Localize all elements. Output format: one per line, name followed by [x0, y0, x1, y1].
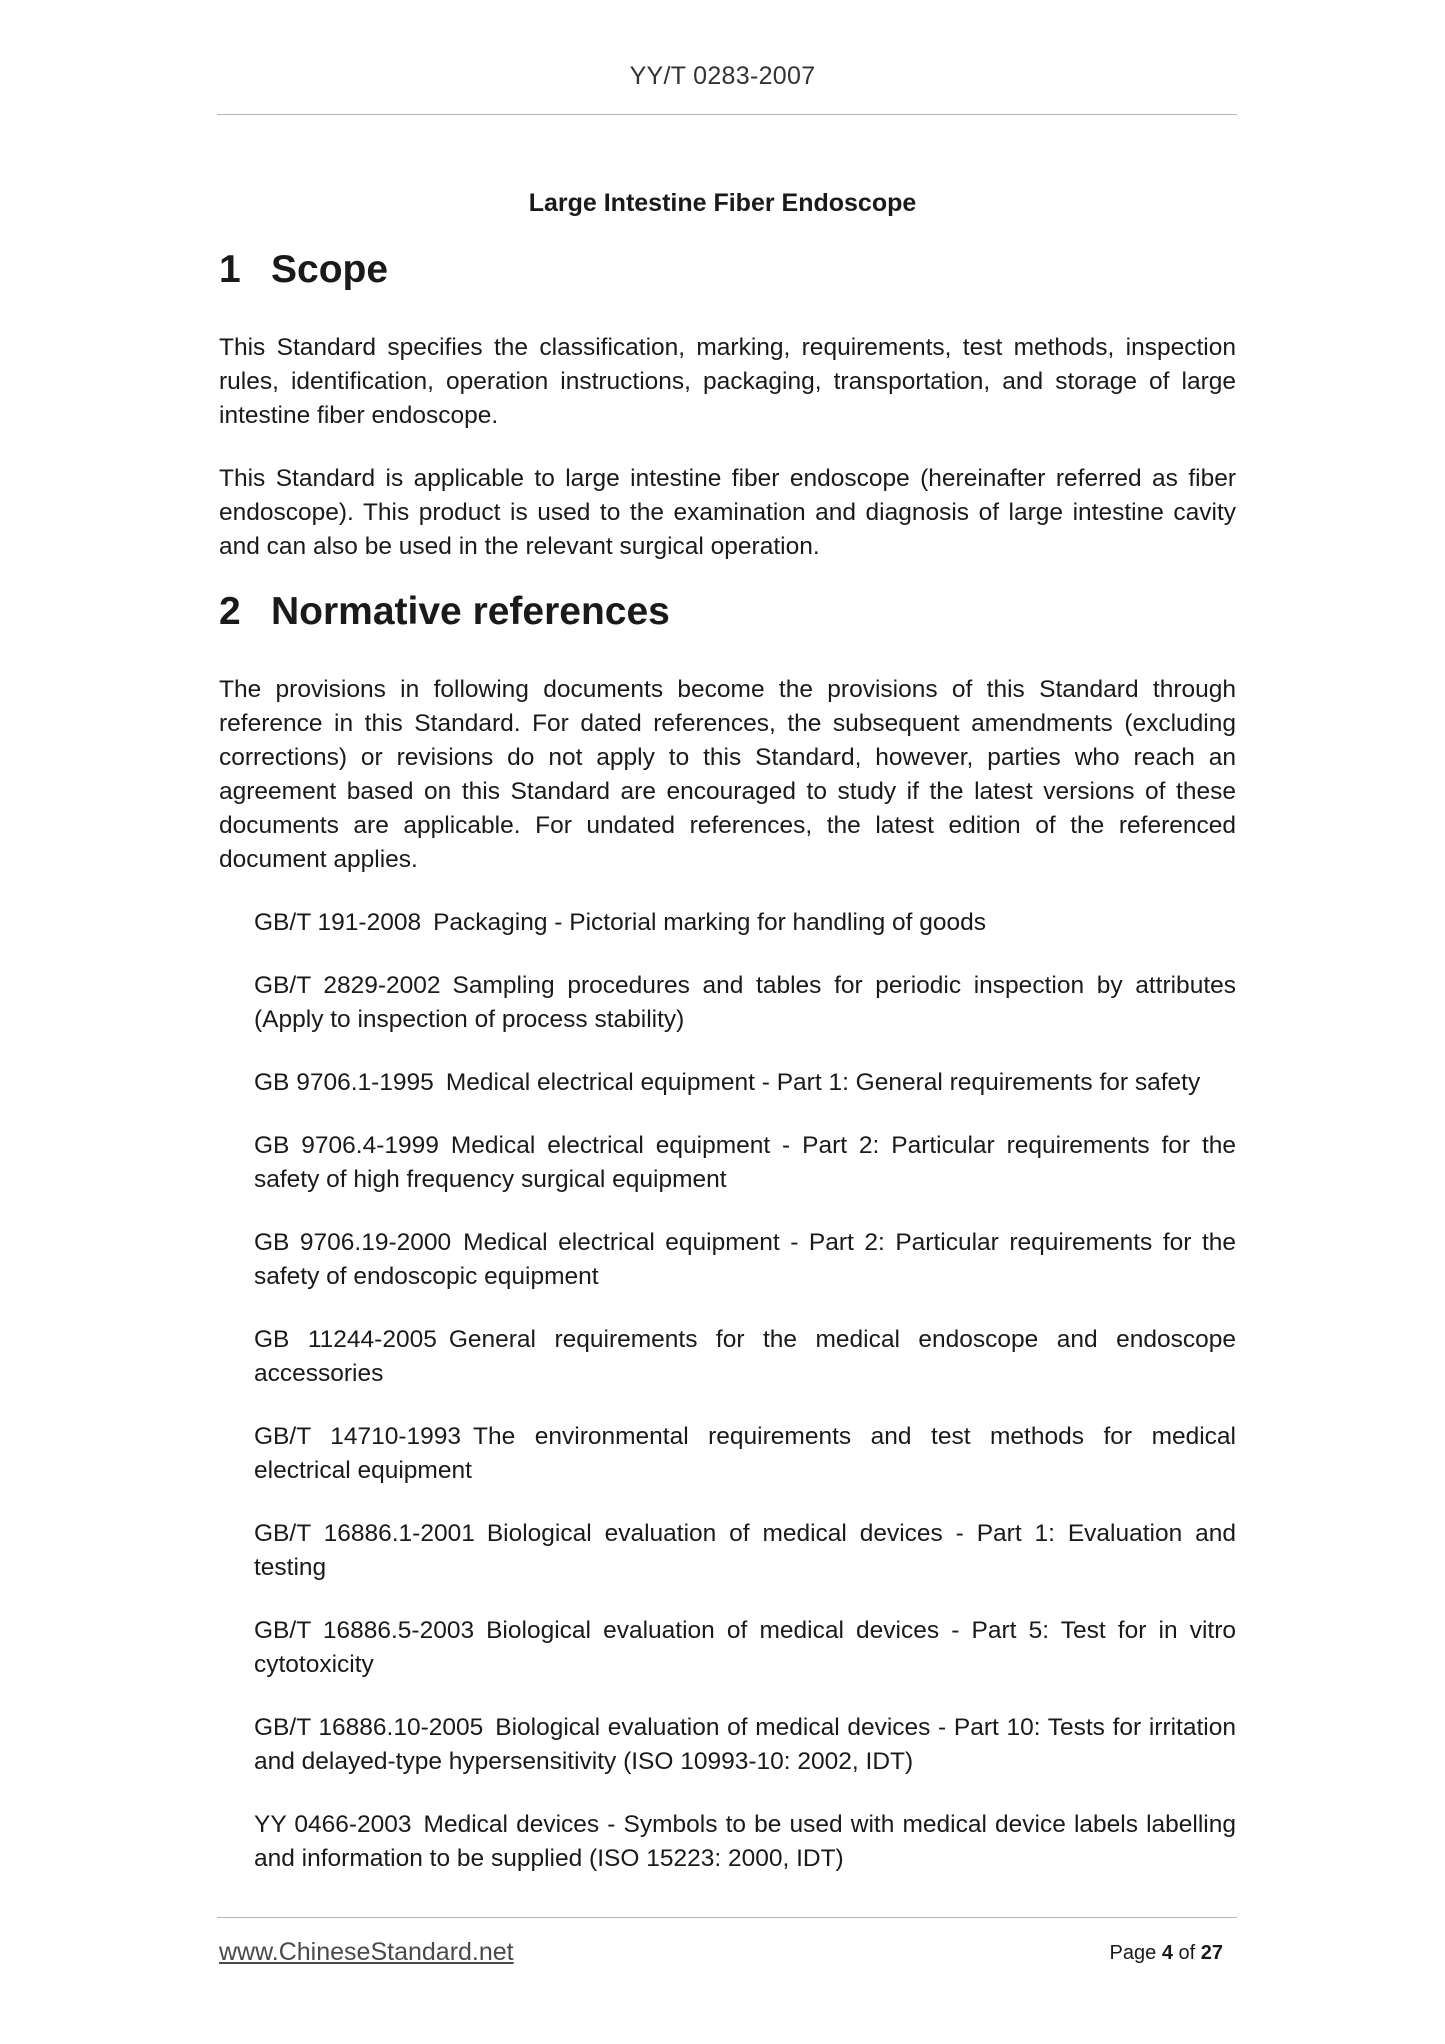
- reference-title: The environmental requirements and test methods for medical electrical equipment: [254, 1423, 1236, 1484]
- section-number: 2: [219, 590, 241, 633]
- reference-item: [254, 906, 1236, 940]
- reference-item: [254, 969, 1236, 1037]
- reference-code: YY 0466-2003: [254, 1811, 412, 1838]
- section-title: Scope: [271, 248, 389, 291]
- reference-title: Biological evaluation of medical devices - Part 5: Test for in vitro cytotoxicity: [254, 1617, 1236, 1678]
- reference-list: [254, 906, 1236, 1905]
- header-divider: [217, 114, 1237, 115]
- reference-title: Sampling procedures and tables for periodic inspection by attributes (Apply to inspection of process stability): [254, 972, 1236, 1033]
- page-label: Page: [1109, 1942, 1157, 1964]
- scope-paragraph-2: This Standard is applicable to large intestine fiber endoscope (hereinafter referred as fiber endoscope). This product is used to the examination and diagnosis of large intestine cavity and can also be used in the relevant surgical operation.: [219, 465, 1236, 560]
- reference-title: Medical electrical equipment - Part 1: General requirements for safety: [445, 1069, 1201, 1096]
- reference-code: GB/T 14710-1993: [254, 1423, 462, 1450]
- section-heading-normative-references: [219, 590, 670, 634]
- reference-item: [254, 1614, 1236, 1682]
- reference-code: GB/T 16886.1-2001: [254, 1520, 475, 1547]
- reference-title: Packaging - Pictorial marking for handling of goods: [433, 909, 986, 936]
- reference-item: [254, 1226, 1236, 1294]
- reference-code: GB 9706.4-1999: [254, 1132, 439, 1159]
- section-title: Normative references: [271, 590, 670, 633]
- normative-references-paragraph: The provisions in following documents become the provisions of this Standard through reference in this Standard. For dated references, the subsequent amendments (excluding corrections) or revisions do not apply to this Standard, however, parties who reach an agreement based on this Standard are encouraged to study if the latest versions of these documents are applicable. For undated references, the latest edition of the referenced document applies.: [219, 676, 1236, 873]
- reference-title: Biological evaluation of medical devices - Part 1: Evaluation and testing: [254, 1520, 1236, 1581]
- scope-paragraph-1: This Standard specifies the classification, marking, requirements, test methods, inspection rules, identification, operation instructions, packaging, transportation, and storage of large intestine fiber endoscope.: [219, 334, 1236, 429]
- page-current: 4: [1161, 1942, 1173, 1964]
- reference-code: GB/T 16886.10-2005: [254, 1714, 484, 1741]
- reference-title: Medical electrical equipment - Part 2: Particular requirements for the safety of high frequency surgical equipment: [254, 1132, 1236, 1193]
- reference-code: GB/T 2829-2002: [254, 972, 441, 999]
- reference-item: [254, 1066, 1236, 1100]
- reference-title: Medical devices - Symbols to be used with medical device labels labelling and information to be supplied (ISO 15223: 2000, IDT): [254, 1811, 1236, 1872]
- reference-item: [254, 1711, 1236, 1779]
- reference-code: GB 9706.19-2000: [254, 1229, 452, 1256]
- reference-title: General requirements for the medical endoscope and endoscope accessories: [254, 1326, 1236, 1387]
- reference-item: [254, 1808, 1236, 1876]
- reference-code: GB/T 191-2008: [254, 909, 422, 936]
- page-of: of: [1178, 1942, 1196, 1964]
- reference-title: Biological evaluation of medical devices - Part 10: Tests for irritation and delayed-type hypersensitivity (ISO 10993-10: 2002, IDT): [254, 1714, 1236, 1775]
- page-total: 27: [1200, 1942, 1223, 1964]
- reference-code: GB 11244-2005: [254, 1326, 437, 1353]
- reference-item: [254, 1323, 1236, 1391]
- reference-title: Medical electrical equipment - Part 2: Particular requirements for the safety of endoscopic equipment: [254, 1229, 1236, 1290]
- reference-item: [254, 1517, 1236, 1585]
- reference-code: GB 9706.1-1995: [254, 1069, 434, 1096]
- reference-item: [254, 1420, 1236, 1488]
- document-title: Large Intestine Fiber Endoscope: [528, 189, 917, 217]
- section-number: 1: [219, 248, 241, 291]
- page-indicator: [1110, 1942, 1223, 1965]
- header-standard-code: YY/T 0283-2007: [629, 62, 816, 90]
- footer-divider: [217, 1917, 1237, 1918]
- reference-code: GB/T 16886.5-2003: [254, 1617, 475, 1644]
- website-link[interactable]: www.ChineseStandard.net: [219, 1938, 514, 1966]
- reference-item: [254, 1129, 1236, 1197]
- section-heading-scope: [219, 248, 388, 292]
